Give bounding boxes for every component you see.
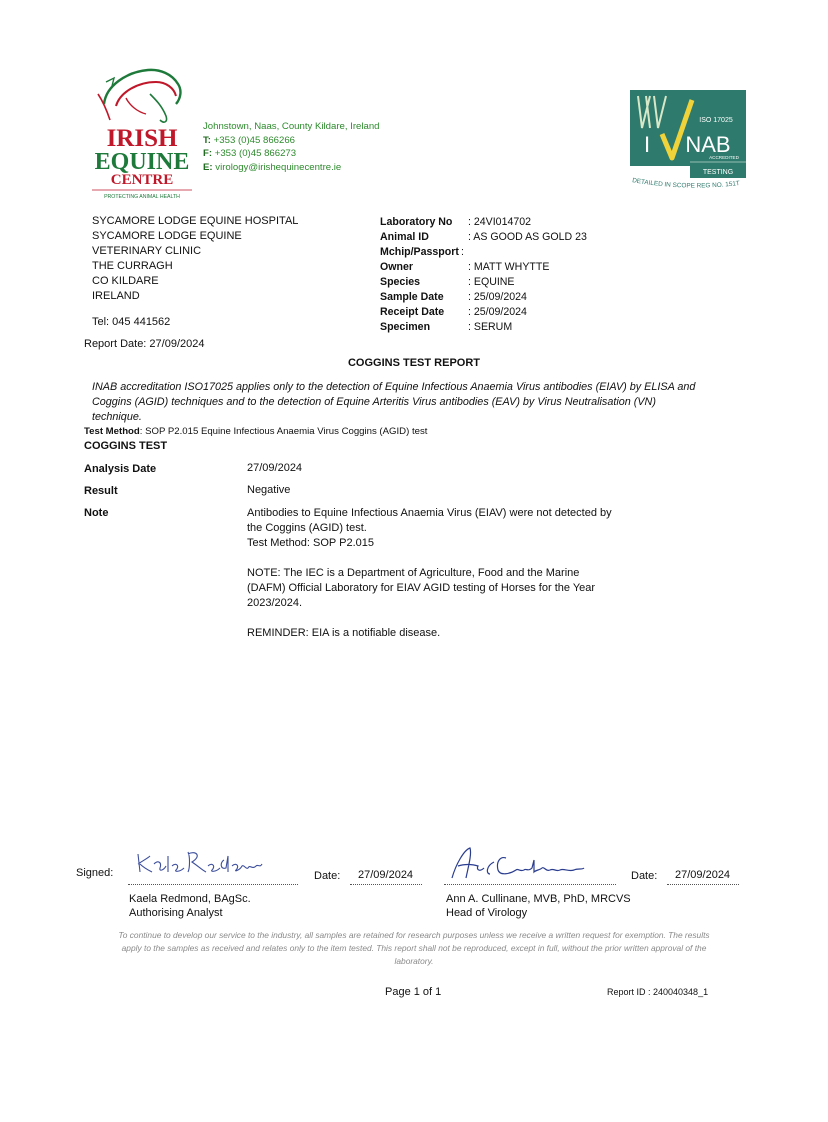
detail-value: : 25/09/2024 <box>468 291 527 303</box>
section-title: COGGINS TEST <box>84 440 168 452</box>
recipient-address <box>92 214 298 330</box>
note-reminder: REMINDER: EIA is a notifiable disease. <box>247 627 441 639</box>
svg-text:TESTING: TESTING <box>702 169 734 176</box>
contact-info <box>203 120 380 174</box>
detail-row <box>380 305 527 320</box>
svg-text:PROTECTING ANIMAL HEALTH: PROTECTING ANIMAL HEALTH <box>104 194 180 200</box>
page-number: Page 1 of 1 <box>385 986 442 998</box>
detail-value: : 25/09/2024 <box>468 306 527 318</box>
sample-details <box>380 215 587 335</box>
note-label: Note <box>84 507 109 519</box>
date-label: Date: <box>314 870 341 882</box>
address-line: VETERINARY CLINIC <box>92 245 202 257</box>
right-signature-date: 27/09/2024 <box>675 869 731 881</box>
report-id: Report ID : 240040348_1 <box>607 987 709 997</box>
test-method-label: Test Method <box>84 426 140 437</box>
note-method: Test Method: SOP P2.015 <box>247 537 374 549</box>
detail-value: : SERUM <box>468 321 513 333</box>
svg-text:ISO 17025: ISO 17025 <box>699 117 733 124</box>
detail-row <box>380 230 587 245</box>
detail-value: : MATT WHYTTE <box>468 261 550 273</box>
detail-value: : 24VI014702 <box>468 216 532 228</box>
date-label: Date: <box>631 870 658 882</box>
detail-row <box>380 290 527 305</box>
address-line: SYCAMORE LODGE EQUINE <box>92 230 242 242</box>
detail-row <box>380 215 532 230</box>
signatory-role: Head of Virology <box>446 906 528 919</box>
svg-text:DETAILED IN SCOPE REG NO. 151T: DETAILED IN SCOPE REG NO. 151T <box>631 177 741 190</box>
irish-equine-centre-logo <box>86 64 198 204</box>
test-method <box>84 426 427 437</box>
detail-value: : AS GOOD AS GOLD 23 <box>468 231 587 243</box>
detail-label: Laboratory No <box>380 216 453 228</box>
left-signature-date: 27/09/2024 <box>358 869 414 881</box>
detail-label: Owner <box>380 261 413 273</box>
report-title: COGGINS TEST REPORT <box>347 357 480 369</box>
detail-label: Animal ID <box>380 231 429 243</box>
detail-row <box>380 260 550 275</box>
fax-number: +353 (0)45 866273 <box>214 148 297 159</box>
signatory-name: Kaela Redmond, BAgSc. <box>129 893 251 905</box>
signatory-role: Authorising Analyst <box>129 906 223 919</box>
address-line: CO KILDARE <box>92 275 159 287</box>
detail-row <box>380 245 468 260</box>
signatory-name: Ann A. Cullinane, MVB, PhD, MRCVS <box>446 893 631 905</box>
detail-label: Mchip/Passport <box>380 246 459 258</box>
detail-label: Species <box>380 276 421 288</box>
tel-label: T: <box>203 134 211 146</box>
address-line: THE CURRAGH <box>92 260 173 272</box>
svg-text:I: I <box>644 132 651 157</box>
footer-disclaimer: To continue to develop our service to the industry, all samples are retained for research purposes unless we receive a written request for exemption. The results apply to the samples as received and relates only to the item tested. This report shall not be reproduced, except in full, without the prior written approval of the laboratory. <box>118 930 710 966</box>
analysis-date-value: 27/09/2024 <box>247 462 303 474</box>
recipient-tel: Tel: 045 441562 <box>92 316 171 328</box>
signature-line <box>128 884 298 885</box>
right-signatory <box>446 893 631 920</box>
svg-text:NAB: NAB <box>685 132 731 157</box>
date-line <box>667 884 739 885</box>
detail-label: Sample Date <box>380 291 444 303</box>
detail-label: Specimen <box>380 321 431 333</box>
test-method-value: : SOP P2.015 Equine Infectious Anaemia Virus Coggins (AGID) test <box>139 426 428 437</box>
result-value: Negative <box>247 484 291 496</box>
report-date: Report Date: 27/09/2024 <box>84 338 205 350</box>
signed-label: Signed: <box>76 867 114 879</box>
note-value <box>247 506 617 641</box>
address-line: IRELAND <box>92 290 140 302</box>
signature-ann-cullinane <box>446 844 586 882</box>
address-line: SYCAMORE LODGE EQUINE HOSPITAL <box>92 215 299 227</box>
detail-value: : <box>461 246 464 258</box>
detail-label: Receipt Date <box>380 306 445 318</box>
svg-text:CENTRE: CENTRE <box>110 172 174 188</box>
signature-kaela-redmond <box>132 846 272 880</box>
svg-text:EQUINE: EQUINE <box>94 149 190 175</box>
inab-accreditation-badge <box>628 88 750 196</box>
accreditation-disclaimer: INAB accreditation ISO17025 applies only to the detection of Equine Infectious Anaemia Virus antibodies (EIAV) by ELISA and Coggins (AGID) techniques and to the detection of Equine Arteritis Virus antibodies (EAV) by Virus Neutralisation (VN) technique. <box>92 381 696 423</box>
analysis-date-label: Analysis Date <box>84 463 157 475</box>
svg-text:ACCREDITED: ACCREDITED <box>709 155 739 160</box>
signature-line <box>444 884 616 885</box>
note-paragraph: Antibodies to Equine Infectious Anaemia Virus (EIAV) were not detected by the Coggins (AGID) test. <box>247 507 612 534</box>
left-signatory <box>129 893 251 920</box>
tel-number: +353 (0)45 866266 <box>213 134 296 146</box>
detail-row <box>380 320 513 335</box>
fax-label: F: <box>203 148 213 159</box>
detail-row <box>380 275 515 290</box>
detail-value: : EQUINE <box>468 276 515 288</box>
result-label: Result <box>84 485 118 497</box>
email-address: virology@irishequinecentre.ie <box>215 161 342 173</box>
lab-address: Johnstown, Naas, County Kildare, Ireland <box>203 121 380 132</box>
date-line <box>350 884 422 885</box>
note-paragraph: NOTE: The IEC is a Department of Agriculture, Food and the Marine (DAFM) Official Laboratory for EIAV AGID testing of Horses for the Year 2023/2024. <box>247 567 596 609</box>
email-label: E: <box>203 161 213 173</box>
svg-text:IRISH: IRISH <box>106 125 178 152</box>
